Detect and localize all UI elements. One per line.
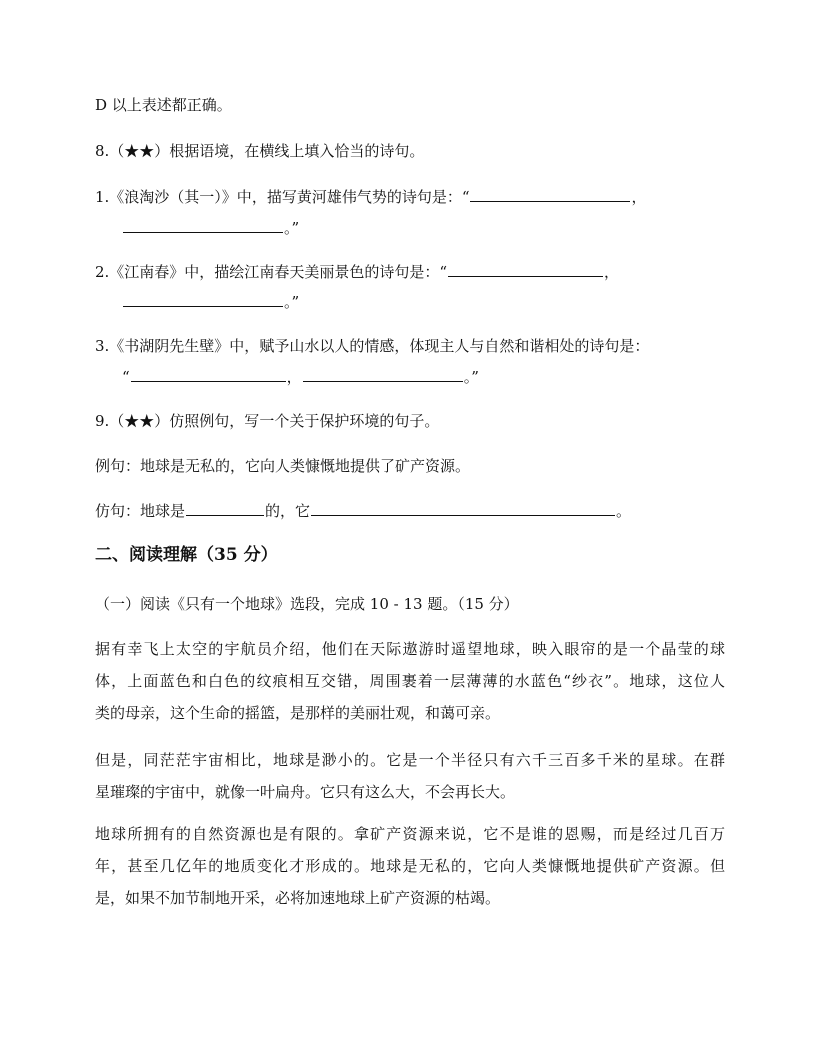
- item-1-mid: ，: [631, 188, 647, 206]
- question-8-title: 8.（★★）根据语境，在横线上填入恰当的诗句。: [95, 142, 425, 160]
- item-2-prefix: 2.《江南春》中，描绘江南春天美丽景色的诗句是：“: [95, 263, 447, 281]
- item-1-prefix: 1.《浪淘沙（其一）》中，描写黄河雄伟气势的诗句是：“: [95, 188, 470, 206]
- section-heading: 二、阅读理解（35 分）: [95, 545, 278, 565]
- question-8-item-3: 3.《书湖阴先生壁》中，赋予山水以人的情感，体现主人与自然和谐相处的诗句是：: [95, 337, 650, 355]
- item-3-mid: ，: [286, 368, 302, 386]
- paragraph-line: 类的母亲，这个生命的摇篮，是那样的美丽壮观，和蔼可亲。: [95, 704, 501, 722]
- answer-blank[interactable]: [470, 187, 630, 202]
- question-9-title: 9.（★★）仿照例句，写一个关于保护环境的句子。: [95, 412, 440, 430]
- part-1-title: （一）阅读《只有一个地球》选段，完成 10 - 13 题。（15 分）: [95, 595, 519, 613]
- option-d: D 以上表述都正确。: [95, 96, 232, 114]
- paragraph-line: 体，上面蓝色和白色的纹痕相互交错，周围裹着一层薄薄的水蓝色“纱衣”。地球，这位人: [95, 672, 725, 690]
- imitate-mid: 的，它: [265, 502, 311, 520]
- answer-blank[interactable]: [186, 501, 264, 516]
- question-8-item-3-cont: [122, 367, 479, 387]
- question-8-item-1-cont: [122, 218, 299, 238]
- answer-blank[interactable]: [448, 262, 603, 277]
- passage-paragraph-3: [95, 818, 725, 914]
- item-3-open: “: [122, 368, 130, 386]
- imitate-prefix: 仿句：地球是: [95, 502, 186, 520]
- question-8-item-2-cont: [122, 292, 299, 312]
- passage-paragraph-1: [95, 633, 725, 729]
- paragraph-line: 年，甚至几亿年的地质变化才形成的。地球是无私的，它向人类慷慨地提供矿产资源。但: [95, 857, 725, 875]
- answer-blank[interactable]: [131, 367, 286, 382]
- answer-blank[interactable]: [123, 292, 283, 307]
- imitation-sentence: [95, 501, 631, 521]
- paragraph-line: 地球所拥有的自然资源也是有限的。拿矿产资源来说，它不是谁的恩赐，而是经过几百万: [95, 825, 725, 843]
- paragraph-line: 是，如果不加节制地开采，必将加速地球上矿产资源的枯竭。: [95, 889, 501, 907]
- item-1-end: 。”: [284, 219, 300, 237]
- answer-blank[interactable]: [123, 218, 283, 233]
- item-3-end: 。”: [463, 368, 479, 386]
- answer-blank[interactable]: [303, 367, 463, 382]
- imitate-end: 。: [616, 502, 632, 520]
- passage-paragraph-2: [95, 744, 725, 808]
- question-8-item-2: [95, 262, 619, 282]
- item-2-end: 。”: [284, 293, 300, 311]
- example-sentence: 例句：地球是无私的，它向人类慷慨地提供了矿产资源。: [95, 457, 471, 475]
- paragraph-line: 但是，同茫茫宇宙相比，地球是渺小的。它是一个半径只有六千三百多千米的星球。在群: [95, 751, 725, 769]
- answer-blank[interactable]: [311, 501, 615, 516]
- paragraph-line: 据有幸飞上太空的宇航员介绍，他们在天际遨游时遥望地球，映入眼帘的是一个晶莹的球: [95, 640, 725, 658]
- question-8-item-1: [95, 187, 647, 207]
- item-2-mid: ，: [603, 263, 619, 281]
- paragraph-line: 星璀璨的宇宙中，就像一叶扁舟。它只有这么大，不会再长大。: [95, 783, 516, 801]
